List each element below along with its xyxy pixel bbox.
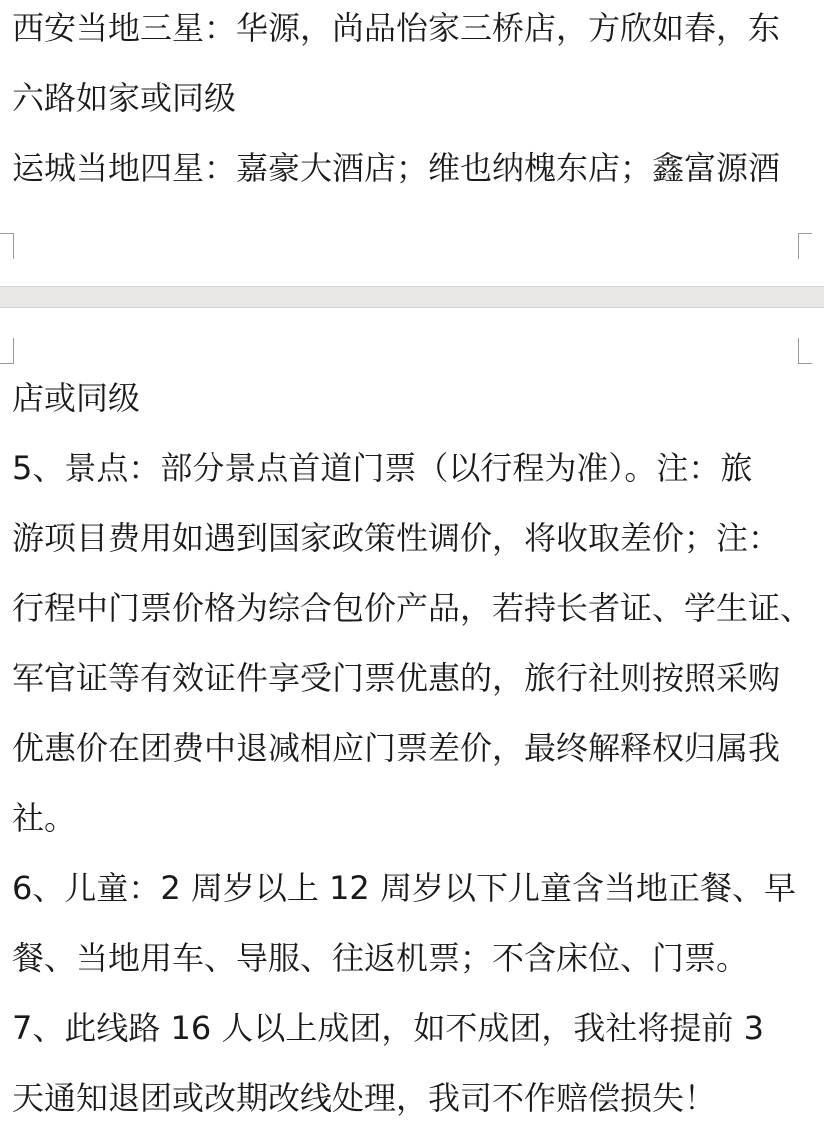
text-line: 军官证等有效证件享受门票优惠的，旅行社则按照采购 — [12, 659, 781, 697]
page-corner-mark — [0, 338, 14, 364]
text-line: 游项目费用如遇到国家政策性调价，将收取差价；注： — [12, 519, 781, 557]
text-line: 行程中门票价格为综合包价产品，若持长者证、学生证、 — [12, 589, 813, 627]
text-line: 西安当地三星：华源，尚品怡家三桥店，方欣如春，东 — [12, 9, 781, 47]
text-line: 六路如家或同级 — [12, 79, 237, 117]
text-line: 运城当地四星：嘉豪大酒店；维也纳槐东店；鑫富源酒 — [12, 149, 781, 187]
page-corner-mark — [798, 338, 812, 364]
document-page-top — [0, 0, 824, 286]
page-corner-mark — [798, 233, 812, 259]
text-line: 社。 — [12, 799, 77, 837]
text-line: 优惠价在团费中退减相应门票差价，最终解释权归属我 — [12, 729, 781, 767]
text-line: 店或同级 — [12, 379, 141, 417]
page-separator — [0, 286, 824, 308]
text-line: 5、景点：部分景点首道门票（以行程为准）。注：旅 — [12, 449, 753, 487]
text-line: 天通知退团或改期改线处理，我司不作赔偿损失！ — [12, 1079, 717, 1117]
document-page-bottom — [0, 308, 824, 1147]
text-line: 6、儿童：2 周岁以上 12 周岁以下儿童含当地正餐、早 — [12, 869, 796, 907]
text-line: 7、此线路 16 人以上成团，如不成团，我社将提前 3 — [12, 1009, 764, 1047]
text-line: 餐、当地用车、导服、往返机票；不含床位、门票。 — [12, 939, 749, 977]
page-corner-mark — [0, 233, 14, 259]
